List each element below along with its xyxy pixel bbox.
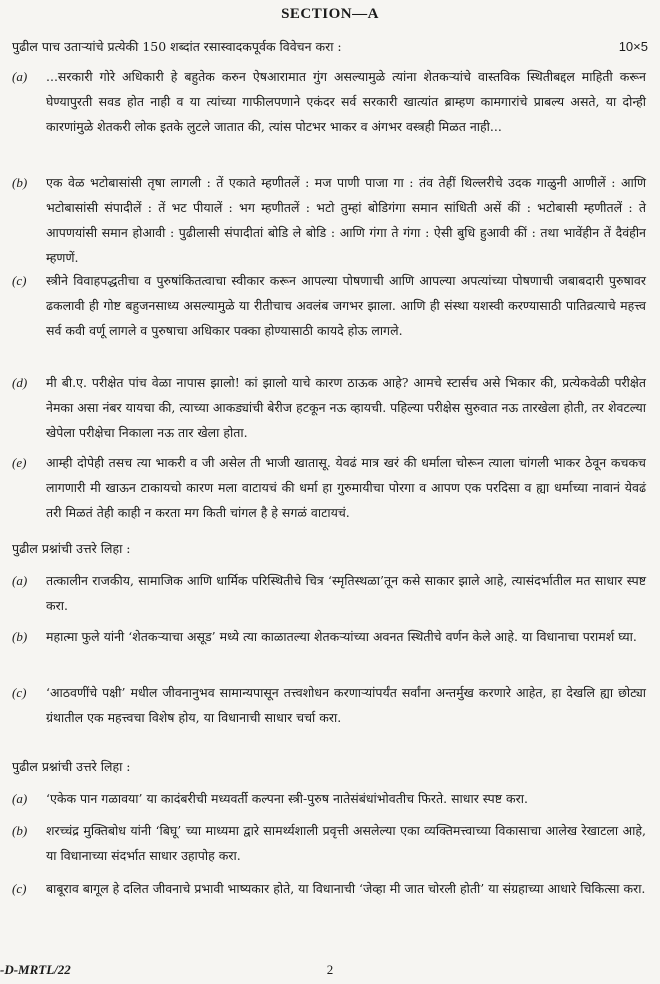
item-text: बाबूराव बागूल हे दलित जीवनाचे प्रभावी भाष्यकार होते, या विधानाची ‘जेव्हा मी जात चोरली होती’ या संग्रहाच्या आधारे चिकित्सा करा. xyxy=(46,881,646,896)
q3-instruction-row xyxy=(12,758,648,776)
item-text: ‘एकेक पान गळावया’ या कादंबरीची मध्यवर्ती कल्पना स्त्री-पुरुष नातेसंबंधांभोवतीच फिरते. साधार स्पष्ट करा. xyxy=(46,791,528,806)
item-label: (a) xyxy=(12,69,28,84)
q1-item-d xyxy=(12,370,646,445)
item-label: (a) xyxy=(12,791,28,806)
item-label: (b) xyxy=(12,823,28,838)
q2-item-a xyxy=(12,568,646,618)
q2-item-c xyxy=(12,680,646,730)
item-label: (c) xyxy=(12,273,27,288)
q3-item-b xyxy=(12,818,646,868)
item-label: (d) xyxy=(12,375,28,390)
item-label: (b) xyxy=(12,175,28,190)
item-text: ...सरकारी गोरे अधिकारी हे बहुतेक करुन ऐषआरामात गुंग असल्यामुळे त्यांना शेतकऱ्यांचे वास्तविक स्थितीबद्दल माहिती करून घेण्यापुरती सवड होत नाही व या त्यांच्या गाफीलपणाने एकंदर सर्व सरकारी खात्यांत ब्राम्हण कामगारांचे प्राबल्य असते, या दोन्ही कारणांमुळे शेतकरी लोक इतके लुटले जातात की, त्यांस पोटभर भाकर व अंगभर वस्त्रही मिळत नाही... xyxy=(46,69,646,134)
page-number: 2 xyxy=(326,962,334,977)
item-label: (b) xyxy=(12,629,28,644)
q1-instruction: पुढील पाच उताऱ्यांचे प्रत्येकी 150 शब्दांत रसास्वादकपूर्वक विवेचन करा : xyxy=(12,39,342,54)
item-label: (c) xyxy=(12,685,27,700)
q2-item-b xyxy=(12,624,646,649)
item-text: मी बी.ए. परीक्षेत पांच वेळा नापास झालो! कां झालो याचे कारण ठाऊक आहे? आमचे स्टार्सच असे भिकार की, प्रत्येकवेळी परीक्षेत नेमका असा नंबर यायचा की, त्याच्या आकड्यांची बेरीज हटकून नऊ व्हायची. पहिल्या परीक्षेस सुरुवात नऊ तारखेला होती, तर शेवटल्या खेपेला परीक्षेचा निकाला नऊ तार खेला होता. xyxy=(46,375,646,440)
q1-marks: 10×5 xyxy=(618,39,648,54)
q2-instruction-row xyxy=(12,540,648,558)
item-label: (a) xyxy=(12,573,28,588)
item-label: (e) xyxy=(12,455,27,470)
q1-item-a xyxy=(12,64,646,139)
item-text: शरच्चंद्र मुक्तिबोध यांनी ‘बिघू’ च्या माध्यमा द्वारे सामर्थ्यशाली प्रवृत्ती असलेल्या एका व्यक्तिमत्त्वाच्या विकासाचा आलेख रेखाटला आहे, या विधानाच्या संदर्भात साधार उहापोह करा. xyxy=(46,823,646,863)
q1-item-e xyxy=(12,450,646,525)
item-text: स्त्रीने विवाहपद्धतीचा व पुरुषांकितत्वाचा स्वीकार करून आपल्या पोषणाची आणि आपल्या अपत्यांच्या पोषणाची जबाबदारी पुरुषावर ढकलावी ही गोष्ट बहुजनसाध्य असल्यामुळे या रीतीचाच अवलंब जगभर झाला. आणि ही संस्था यशस्वी करण्यासाठी पातिव्रत्याचे महत्त्व सर्व कवी वर्णू लागले व पुरुषाचा अधिकार पक्का होण्यासाठी कायदे होऊ लागले. xyxy=(46,273,646,338)
q2-instruction: पुढील प्रश्नांची उत्तरे लिहा : xyxy=(12,541,131,556)
q1-item-b xyxy=(12,170,646,270)
item-text: ‘आठवणींचे पक्षी’ मधील जीवनानुभव सामान्यपासून तत्त्वशोधन करणाऱ्यांपर्यंत सर्वांना अन्तर्मुख करणारे आहेत, हा देखलि ह्या छोट्या ग्रंथातील एक महत्त्वचा विशेष होय, या विधानाची साधार चर्चा करा. xyxy=(46,685,646,725)
item-text: आम्ही दोपेही तसच त्या भाकरी व जी असेल ती भाजी खातासू. येवढं मात्र खरं की धर्माला चोरून त्याला चांगली भाकर ठेवून कचकच लागणारी मी खाऊन टाकायचो कारण मला वाटायचं की धर्मा हा गुरुमायीचा पोरगा व आपण एक परदिसा व ह्या धर्माच्या नावानं येवढं तरी मिळतं तेही काही न करता मग किती चांगल है हे सगळं वाटायचं. xyxy=(46,455,646,520)
item-text: एक वेळ भटोबासांसी तृषा लागली : तें एकाते म्हणीतलें : मज पाणी पाजा गा : तंव तेहीं थिल्लरीचे उदक गाळुनी आणीलें : आणि भटोबासांसी संपादीलें : तें भट पीयालें : भग म्हणीतलें : भटो तुम्हां बोडिगंगा समान सांधिती असें कीं : भटोबासी म्हणीतलें : ते आपणयांसी समान होआवी : पुढीलासी संपादीतां बोडि ले बोडि : आणि गंगा ते गंगा : ऐसी बुधि हुआवी कीं : तथा भावेंहीन तें दैवंहीन म्हणणें. xyxy=(46,175,646,265)
paper-code: -D-MRTL/22 xyxy=(0,962,71,977)
q3-item-a xyxy=(12,786,646,811)
q3-instruction: पुढील प्रश्नांची उत्तरे लिहा : xyxy=(12,759,131,774)
q1-item-c xyxy=(12,268,646,343)
item-text: महात्मा फुले यांनी ‘शेतकऱ्याचा असूड’ मध्ये त्या काळातल्या शेतकऱ्यांच्या अवनत स्थितीचे वर्णन केले आहे. या विधानाचा परामर्श घ्या. xyxy=(46,629,637,644)
q1-instruction-row xyxy=(12,38,648,56)
section-title: SECTION—A xyxy=(281,6,379,22)
item-label: (c) xyxy=(12,881,27,896)
q3-item-c xyxy=(12,876,646,901)
item-text: तत्कालीन राजकीय, सामाजिक आणि धार्मिक परिस्थितीचे चित्र ‘स्मृतिस्थळा’तून कसे साकार झाले आहे, त्यासंदर्भातील मत साधार स्पष्ट करा. xyxy=(46,573,646,613)
